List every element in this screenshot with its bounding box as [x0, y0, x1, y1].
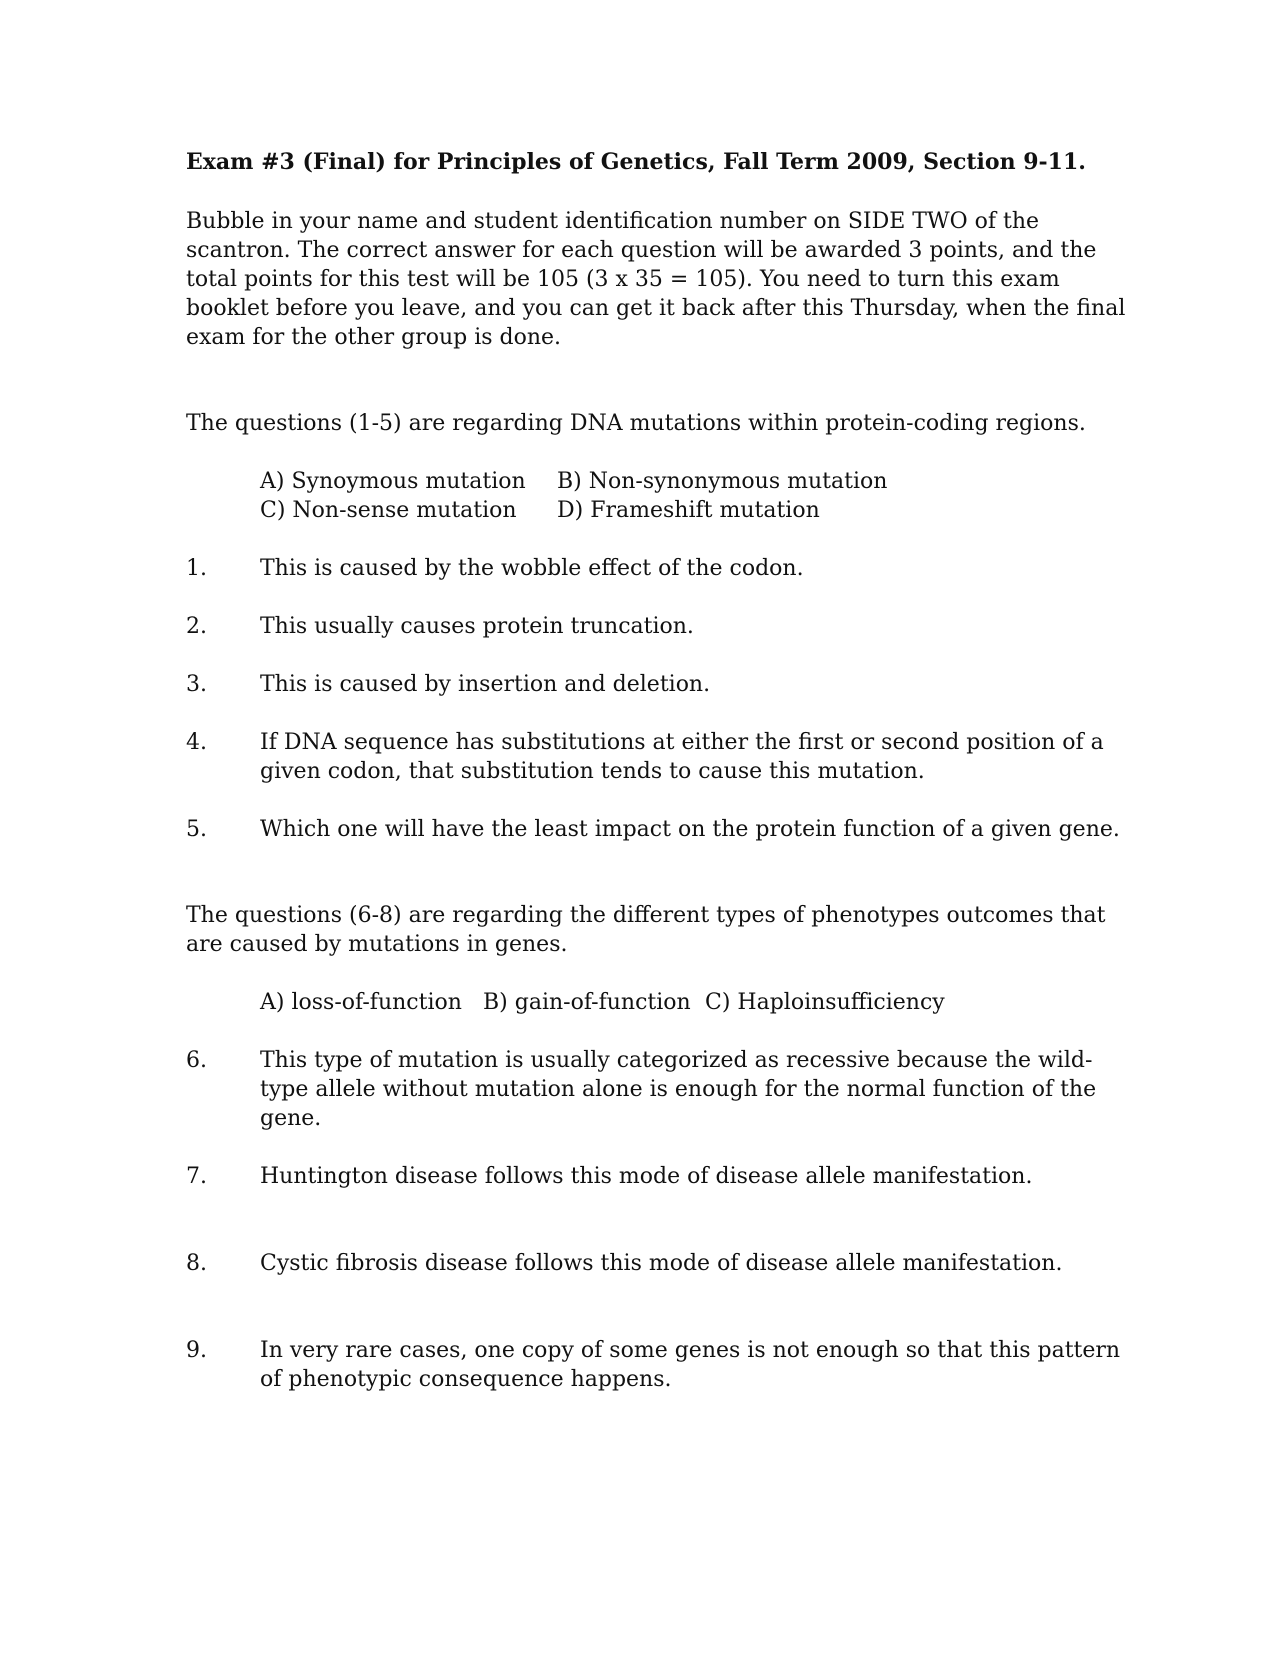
option-b: B) Non-synonymous mutation: [557, 469, 888, 494]
question-number: 8.: [186, 1251, 207, 1276]
question-text: This is caused by insertion and deletion.: [260, 672, 711, 697]
instructions-line: exam for the other group is done.: [186, 325, 562, 350]
question-text: This is caused by the wobble effect of the codon.: [260, 556, 804, 581]
option-c: C) Haploinsufficiency: [705, 990, 945, 1015]
question-text: In very rare cases, one copy of some genes is not enough so that this pattern: [260, 1338, 1121, 1363]
question-number: 2.: [186, 614, 207, 639]
option-d: D) Frameshift mutation: [557, 498, 820, 523]
question-number: 3.: [186, 672, 207, 697]
option-b: B) gain-of-function: [483, 990, 691, 1015]
question-text: Which one will have the least impact on the protein function of a given gene.: [260, 817, 1120, 842]
question-number: 5.: [186, 817, 207, 842]
option-a: A) loss-of-function: [260, 990, 462, 1015]
option-a: A) Synoymous mutation: [260, 469, 526, 494]
question-text: Huntington disease follows this mode of disease allele manifestation.: [260, 1164, 1033, 1189]
section1-intro: The questions (1-5) are regarding DNA mutations within protein-coding regions.: [186, 411, 1086, 436]
question-number: 9.: [186, 1338, 207, 1363]
instructions-line: Bubble in your name and student identification number on SIDE TWO of the: [186, 209, 1040, 234]
question-number: 6.: [186, 1048, 207, 1073]
instructions-line: scantron. The correct answer for each question will be awarded 3 points, and the: [186, 238, 1097, 263]
question-number: 7.: [186, 1164, 207, 1189]
question-number: 4.: [186, 730, 207, 755]
question-text: This usually causes protein truncation.: [260, 614, 694, 639]
instructions-line: booklet before you leave, and you can get it back after this Thursday, when the final: [186, 296, 1126, 321]
question-text: type allele without mutation alone is enough for the normal function of the: [260, 1077, 1097, 1102]
question-text: of phenotypic consequence happens.: [260, 1367, 672, 1392]
question-number: 1.: [186, 556, 207, 581]
section2-intro: The questions (6-8) are regarding the different types of phenotypes outcomes that: [186, 903, 1106, 928]
question-text: This type of mutation is usually categorized as recessive because the wild-: [260, 1048, 1093, 1073]
exam-title: Exam #3 (Final) for Principles of Genetics, Fall Term 2009, Section 9-11.: [186, 149, 1086, 175]
section2-intro: are caused by mutations in genes.: [186, 932, 568, 957]
question-text: Cystic fibrosis disease follows this mode of disease allele manifestation.: [260, 1251, 1063, 1276]
instructions-line: total points for this test will be 105 (3 x 35 = 105). You need to turn this exam: [186, 267, 1060, 292]
question-text: gene.: [260, 1106, 322, 1131]
question-text: given codon, that substitution tends to cause this mutation.: [260, 759, 925, 784]
option-c: C) Non-sense mutation: [260, 498, 517, 523]
question-text: If DNA sequence has substitutions at either the first or second position of a: [260, 730, 1104, 755]
